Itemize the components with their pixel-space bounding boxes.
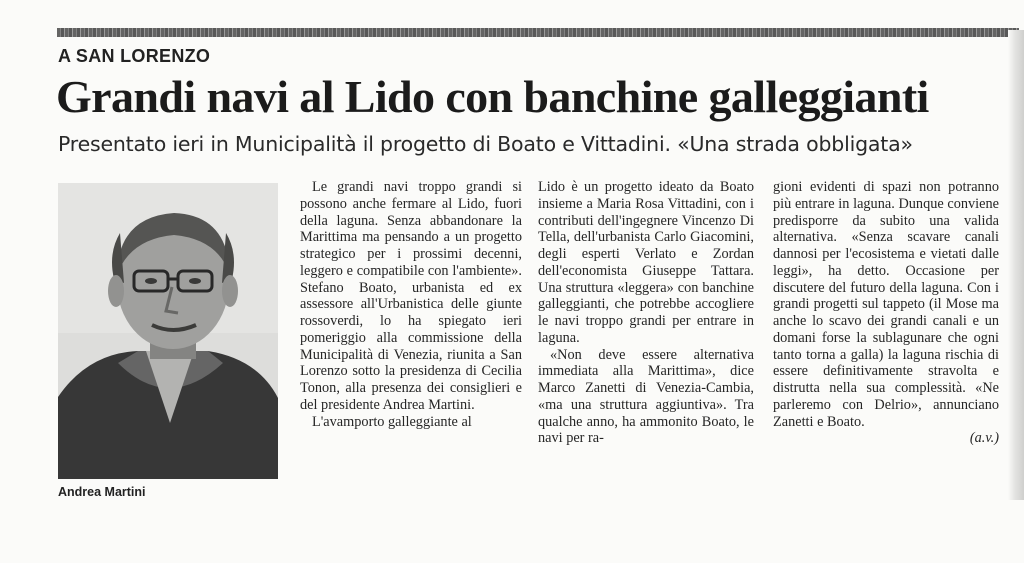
text-column-1 — [300, 179, 522, 430]
paragraph: Lido è un progetto ideato da Boato insieme a Maria Rosa Vittadini, con i contributi dell'ingegnere Vincenzo Di Tella, dell'urbanista Carlo Giacomini, degli esperti Verlato e Zordan dell'economista Giuseppe Tattara. Una struttura «leggera» con banchine galleggianti, che potrebbe accogliere le navi troppo grandi per entrare in laguna. — [538, 179, 754, 346]
text-column-2 — [538, 179, 754, 447]
portrait-photo — [58, 183, 278, 479]
paragraph: «Non deve essere alternativa immediata alla Marittima», dice Marco Zanetti di Venezia-Cambia, «ma una struttura aggiuntiva». Tra qualche anno, ha ammonito Boato, le navi per ra- — [538, 346, 754, 447]
paragraph: Le grandi navi troppo grandi si possono anche fermare al Lido, fuori della laguna. Senza abbandonare la Marittima ma pensando a un progetto strategico per i prossimi decenni, leggero e compatibile con l'ambiente». Stefano Boato, urbanista ed ex assessore all'Urbanistica delle giunte rossoverdi, lo ha spiegato ieri pomeriggio alla commissione della Municipalità di Venezia, riunita a San Lorenzo sotto la presidenza di Cecilia Tonon, alla presenza dei consiglieri e del presidente Andrea Martini. — [300, 179, 522, 413]
article-kicker: A SAN LORENZO — [58, 46, 211, 66]
article-headline: Grandi navi al Lido con banchine galleggianti — [56, 71, 929, 122]
paragraph: L'avamporto galleggiante al — [312, 413, 472, 430]
scan-edge — [1008, 30, 1024, 500]
top-rule — [57, 28, 1019, 37]
photo-caption: Andrea Martini — [58, 485, 146, 499]
portrait-illustration — [58, 183, 278, 479]
author-signature: (a.v.) — [969, 430, 999, 447]
article-subhead: Presentato ieri in Municipalità il progetto di Boato e Vittadini. «Una strada obbligata» — [58, 132, 913, 156]
text-column-3 — [773, 179, 999, 447]
paragraph: gioni evidenti di spazi non potranno più entrare in laguna. Dunque conviene predisporre da subito una valida alternativa. «Senza scavare canali dannosi per l'ecosistema e vietati dalle leggi», ha detto. Occasione per discutere del futuro della laguna. Con i grandi progetti sul tappeto (il Mose ma anche lo scavo dei grandi canali e un domani forse la sublagunare che ogni tanto torna a galla) la laguna rischia di essere definitivamente stravolta e distrutta nella sua complessità. «Ne parleremo con Delrio», annunciano Zanetti e Boato. — [773, 179, 999, 430]
